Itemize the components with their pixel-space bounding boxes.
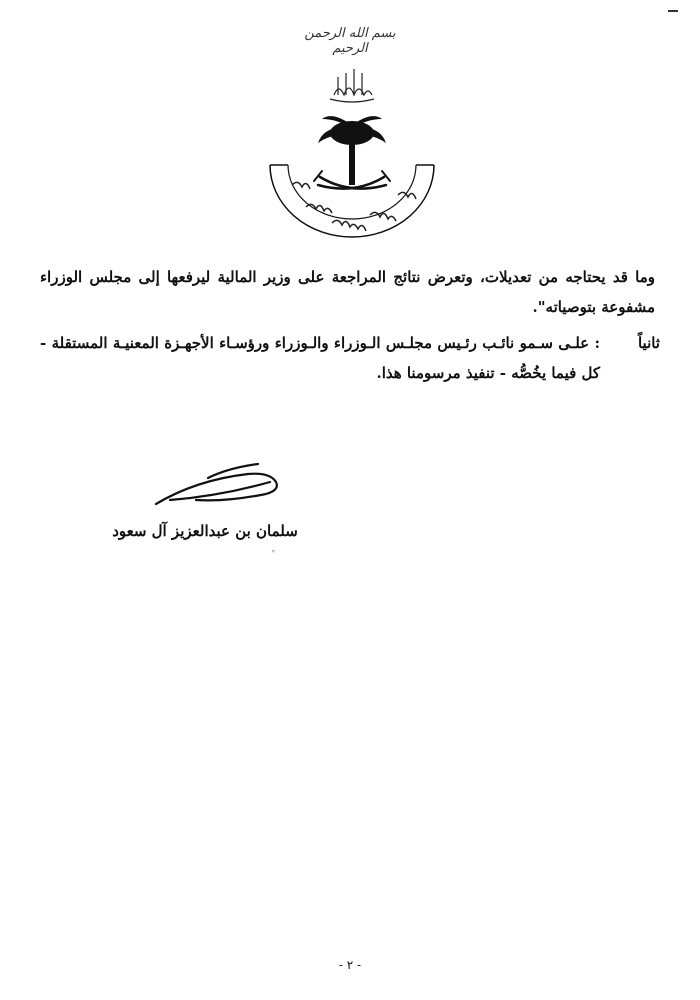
signature-icon [148,458,298,513]
shahada-calligraphy [330,69,374,102]
page-number: - ٢ - [338,958,362,972]
paragraph-continuation: وما قد يحتاجه من تعديلات، وتعرض نتائج المراجعة على وزير المالية ليرفعها إلى مجلس الوزراء مشفوعة بتوصياته". [40,268,655,316]
basmala: بسم الله الرحمن الرحيم [304,26,396,56]
tiny-mark: ᵛ [272,548,275,557]
saudi-emblem-icon [262,55,442,245]
signer-name: سلمان بن عبدالعزيز آل سعود [112,522,298,540]
corner-mark [668,10,678,16]
palm-tree [318,116,386,185]
clause-label-second: ثانياً [637,334,660,352]
paragraph-second-clause: : علـى سـمو نائـب رئـيس مجلـس الـوزراء والـوزراء ورؤسـاء الأجهـزة المعنيـة المستقلة - كل فيما يخُصُّه - تنفيذ مرسومنا هذا. [40,334,600,382]
